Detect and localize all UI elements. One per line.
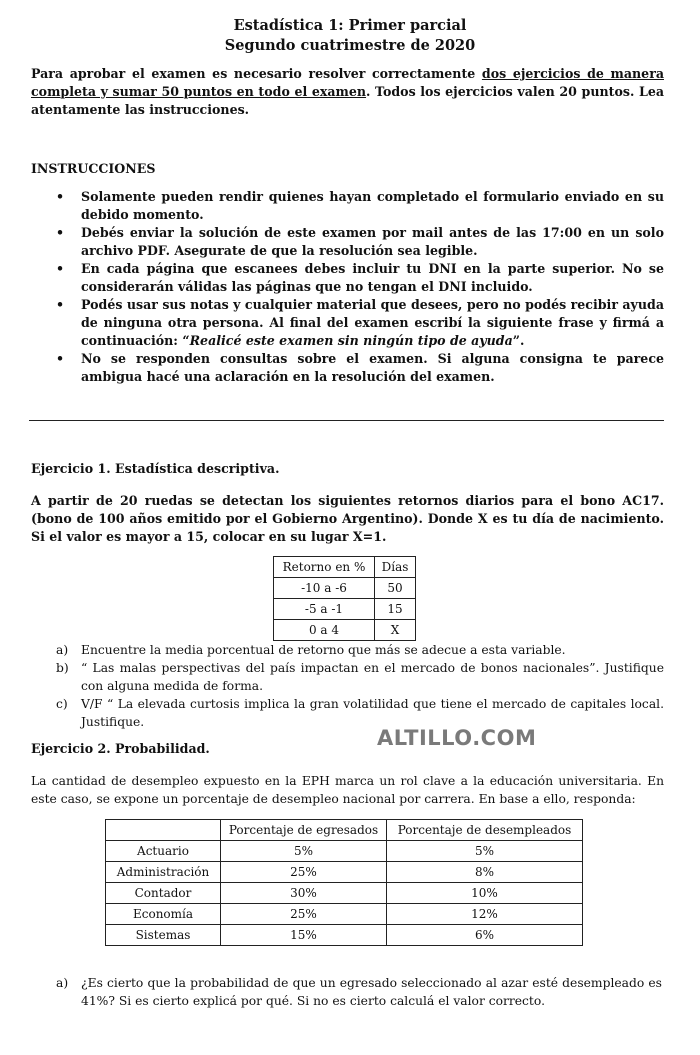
- page-subtitle: Segundo cuatrimestre de 2020: [224, 37, 476, 54]
- table-cell: 15%: [221, 925, 387, 946]
- question-item: c) V/F “ La elevada curtosis implica la gran volatilidad que tiene el mercado de capitales local. Justifique.: [56, 697, 664, 729]
- table-cell: Administración: [106, 862, 221, 883]
- table-row: [106, 925, 583, 946]
- exercise2-statement: La cantidad de desempleo expuesto en la EPH marca un rol clave a la educación universitaria. En este caso, se expone un porcentaje de desempleo nacional por carrera. En base a ello, responda:: [31, 774, 664, 806]
- exercise1-title: Ejercicio 1. Estadística descriptiva.: [31, 461, 280, 476]
- header: [0, 16, 700, 56]
- table-row: [274, 599, 416, 620]
- table-cell: Economía: [106, 904, 221, 925]
- instruction-item: • No se responden consultas sobre el examen. Si alguna consigna te parece ambigua hacé una aclaración en la resolución del examen.: [31, 350, 664, 386]
- table-header-cell: Días: [375, 557, 416, 578]
- instruction-item: • Solamente pueden rendir quienes hayan completado el formulario enviado en su debido momento.: [31, 188, 664, 224]
- intro-underlined: dos ejercicios de manera completa y sumar 50 puntos en todo el examen: [31, 66, 664, 99]
- table-cell: Actuario: [106, 841, 221, 862]
- table-cell: 25%: [221, 904, 387, 925]
- table-cell: 12%: [387, 904, 583, 925]
- intro-before: Para aprobar el examen es necesario resolver correctamente: [31, 66, 482, 81]
- instruction-item: • Podés usar sus notas y cualquier material que desees, pero no podés recibir ayuda de ninguna otra persona. Al final del examen escribí la siguiente frase y firmá a continuación: “Realicé este examen sin ningún tipo de ayuda”.: [31, 296, 664, 350]
- table-cell: 5%: [221, 841, 387, 862]
- table-row: [106, 904, 583, 925]
- table-row: [274, 578, 416, 599]
- table-row: [274, 620, 416, 641]
- table-cell: 10%: [387, 883, 583, 904]
- table-cell: 8%: [387, 862, 583, 883]
- table-cell: 30%: [221, 883, 387, 904]
- table-cell: 6%: [387, 925, 583, 946]
- table-row: [106, 841, 583, 862]
- table-cell: -5 a -1: [274, 599, 375, 620]
- exercise2-title: Ejercicio 2. Probabilidad.: [31, 741, 210, 756]
- table-header-cell: [106, 820, 221, 841]
- table-cell: Sistemas: [106, 925, 221, 946]
- question-item: a) ¿Es cierto que la probabilidad de que un egresado seleccionado al azar esté desempleado es 41%? Si es cierto explicá por qué. Si no es cierto calculá el valor correcto.: [56, 976, 662, 1008]
- instruction-item: • En cada página que escanees debes incluir tu DNI en la parte superior. No se considerarán válidas las páginas que no tengan el DNI incluido.: [31, 260, 664, 296]
- watermark-logo: ALTILLO.COM: [377, 726, 537, 750]
- table-cell: 0 a 4: [274, 620, 375, 641]
- intro-after: . Todos los ejercicios valen 20 puntos. Lea atentamente las instrucciones.: [31, 84, 664, 117]
- instruction-quote: Realicé este examen sin ningún tipo de ayuda: [189, 333, 513, 348]
- divider: [29, 420, 664, 421]
- returns-table: [273, 556, 416, 641]
- table-header-row: [106, 820, 583, 841]
- page-title: Estadística 1: Primer parcial: [233, 17, 467, 34]
- exercise1-statement: A partir de 20 ruedas se detectan los siguientes retornos diarios para el bono AC17.(bono de 100 años emitido por el Gobierno Argentino). Donde X es tu día de nacimiento. Si el valor es mayor a 15, colocar en su lugar X=1.: [31, 493, 664, 544]
- table-cell: X: [375, 620, 416, 641]
- table-cell: 15: [375, 599, 416, 620]
- table-cell: 25%: [221, 862, 387, 883]
- exercise2-questions: [56, 974, 662, 1010]
- instructions-heading: INSTRUCCIONES: [31, 161, 156, 176]
- table-row: [106, 883, 583, 904]
- instruction-item: • Debés enviar la solución de este examen por mail antes de las 17:00 en un solo archivo PDF. Asegurate de que la resolución sea legible.: [31, 224, 664, 260]
- exercise1-questions: [31, 641, 664, 731]
- table-row: [106, 862, 583, 883]
- table-header-cell: Retorno en %: [274, 557, 375, 578]
- table-header-cell: Porcentaje de egresados: [221, 820, 387, 841]
- table-cell: Contador: [106, 883, 221, 904]
- question-item: b) “ Las malas perspectivas del país impactan en el mercado de bonos nacionales”. Justifique con alguna medida de forma.: [56, 661, 664, 693]
- table-cell: 5%: [387, 841, 583, 862]
- table-header-cell: Porcentaje de desempleados: [387, 820, 583, 841]
- intro-paragraph: [31, 65, 664, 119]
- unemployment-table: [105, 819, 583, 946]
- table-header-row: [274, 557, 416, 578]
- table-cell: -10 a -6: [274, 578, 375, 599]
- instructions-list: [31, 188, 664, 386]
- table-cell: 50: [375, 578, 416, 599]
- question-item: a) Encuentre la media porcentual de retorno que más se adecue a esta variable.: [56, 643, 566, 657]
